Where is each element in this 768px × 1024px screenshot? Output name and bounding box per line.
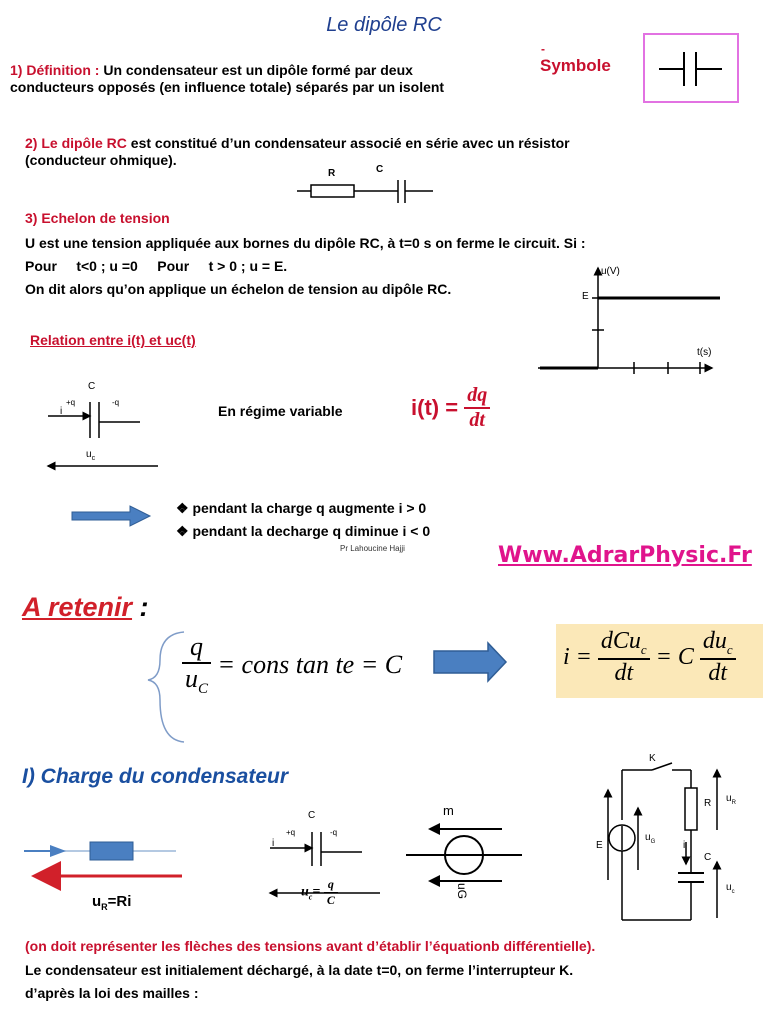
relation-uc-label: $u_c$: [86, 449, 96, 462]
cap2-i-label: i: [272, 838, 275, 849]
graph-y-label: u(V): [601, 266, 620, 277]
step-graph: [538, 268, 720, 374]
bullet-charge: ❖ pendant la charge q augmente i > 0: [176, 500, 427, 516]
cap2-plus-q: +q: [286, 828, 296, 837]
website-link[interactable]: Www.AdrarPhysic.Fr: [498, 543, 752, 568]
blue-arrow-1: [72, 506, 150, 526]
charge-line2: d’après la loi des mailles :: [25, 985, 199, 1001]
resistor-diagram: [24, 842, 182, 876]
graph-x-label: t(s): [697, 347, 712, 358]
ur-label: $u_R=Ri$: [92, 893, 132, 912]
circuit-ug-label: $u_G$: [645, 832, 656, 845]
charge-capacitor: [270, 832, 380, 893]
circuit-ur-label: $u_R$: [726, 793, 736, 806]
generator-symbol: [406, 829, 522, 881]
relation-plus-q: +q: [66, 398, 76, 407]
gen-top-label: m: [443, 803, 454, 818]
relation-c-label: C: [88, 381, 96, 392]
charge-title: I) Charge du condensateur: [22, 765, 289, 788]
circuit-r-label: R: [704, 798, 712, 809]
relation-i-label: i: [60, 406, 63, 417]
definition-label: 1) Définition :: [10, 62, 100, 78]
regime-text: En régime variable: [218, 403, 343, 419]
author: Pr Lahoucine Hajji: [340, 544, 405, 553]
cap2-minus-q: -q: [330, 828, 338, 837]
symbol-capacitor: [659, 52, 722, 86]
dipole-label: 2) Le dipôle RC: [25, 135, 127, 151]
graph-e-label: E: [582, 291, 589, 302]
retenir-heading: A retenir :: [22, 592, 149, 622]
symbol-label: Symbole: [540, 56, 611, 75]
dipole-line2: (conducteur ohmique).: [25, 152, 177, 168]
rc-r-label: R: [328, 168, 336, 179]
circuit-k-label: K: [649, 753, 656, 764]
retenir-brace: [148, 632, 184, 742]
echelon-line2: Pour t<0 ; u =0 Pour t > 0 ; u = E.: [25, 258, 288, 274]
relation-minus-q: -q: [112, 398, 120, 407]
charge-note: (on doit représenter les flèches des tensions avant d’établir l’équationb différentielle).: [25, 938, 596, 954]
gen-bottom-label: uG: [455, 882, 470, 900]
circuit-i-label: i: [683, 840, 686, 851]
i-formula: i(t) = $\frac{dq}{dt}$: [411, 384, 490, 432]
circuit-c-label: C: [704, 852, 712, 863]
rc-c-label: C: [376, 164, 384, 175]
page-title: Le dipôle RC: [326, 14, 442, 36]
current-formula: i = $\frac{dCu_c}{dt}$ = C $\frac{du_c}{dt}$: [563, 628, 736, 687]
echelon-label: 3) Echelon de tension: [25, 210, 170, 226]
rc-series-diagram: [297, 180, 433, 203]
relation-title: Relation entre i(t) et uc(t): [30, 332, 196, 348]
definition-line2: conducteurs opposés (en influence totale) séparés par un isolent: [10, 79, 445, 95]
rc-charge-circuit: [608, 763, 717, 920]
echelon-line1: U est une tension appliquée aux bornes du dipôle RC, à t=0 s on ferme le circuit. Si :: [25, 235, 586, 251]
blue-arrow-2: [434, 643, 506, 681]
circuit-uc-label: $u_c$: [726, 882, 735, 895]
relation-capacitor: [48, 402, 158, 466]
definition-line1: Un condensateur est un dipôle formé par deux: [103, 62, 413, 78]
symbol-dash: -: [541, 42, 545, 56]
bullet-decharge: ❖ pendant la decharge q diminue i < 0: [176, 523, 431, 539]
capacity-formula: $\frac{q}{u_C}$ = cons tan te = C: [182, 632, 402, 698]
echelon-line3: On dit alors qu’on applique un échelon de tension au dipôle RC.: [25, 281, 452, 297]
cap2-c-label: C: [308, 810, 316, 821]
charge-line1: Le condensateur est initialement déchargé, à la date t=0, on ferme l’interrupteur K.: [25, 962, 574, 978]
cap2-uc-formula: $u_c=$ $\frac{q}{C}$: [301, 877, 338, 908]
circuit-e-label: E: [596, 840, 603, 851]
dipole-line1: est constitué d’un condensateur associé en série avec un résistor: [130, 135, 570, 151]
